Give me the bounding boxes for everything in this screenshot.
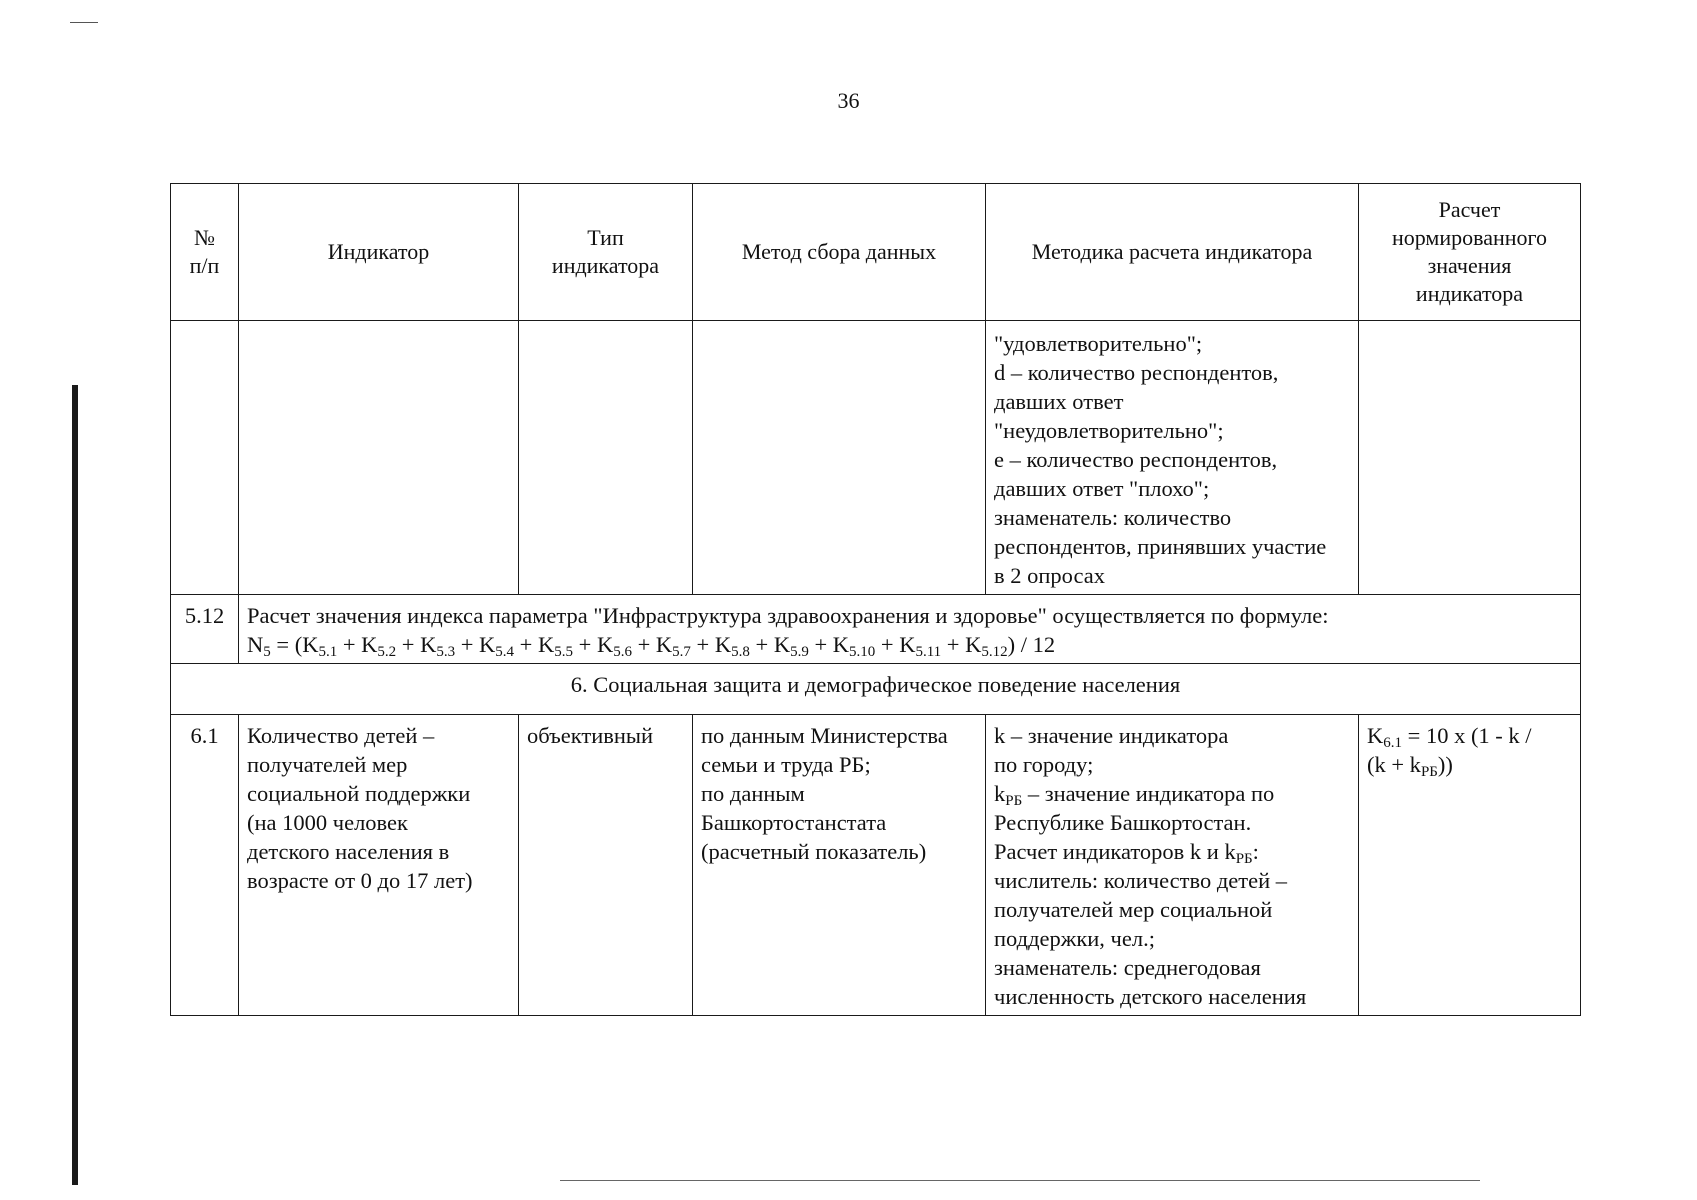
formula-plus: +	[749, 632, 774, 657]
cell-calc-continuation: "удовлетворительно"; d – количество респондентов, давших ответ "неудовлетворительно"; e – количество респондентов, давших ответ "плохо"; знаменатель: количество респондентов, принявших участие в 2 опросах	[986, 321, 1359, 595]
formula-k-term: K	[596, 632, 614, 657]
formula-k-term: K	[302, 632, 319, 657]
formula-k-term: K	[832, 632, 850, 657]
cell-calc-6-1	[986, 715, 1359, 1016]
norm-open: (k + k	[1367, 752, 1421, 777]
calc-line-republic: Республике Башкортостан.	[994, 810, 1252, 835]
formula-description: Расчет значения индекса параметра "Инфраструктура здравоохранения и здоровье" осуществляется по формуле:	[247, 603, 1329, 628]
scan-artifact-left-bar	[72, 385, 78, 1185]
norm-line-1	[1367, 721, 1572, 750]
formula-plus: +	[631, 632, 656, 657]
formula-k-sub: 5.7	[672, 644, 691, 660]
formula-k-term: K	[899, 632, 916, 657]
norm-close: ))	[1437, 752, 1453, 777]
cell-formula-5-12	[239, 595, 1581, 664]
formula-k-sub: 5.3	[436, 644, 456, 660]
row-number-6-1: 6.1	[171, 715, 239, 1016]
norm-line-2	[1367, 750, 1572, 779]
table-row-5-12	[171, 595, 1581, 664]
header-calc-method: Методика расчета индикатора	[986, 184, 1359, 321]
formula-k-term: K	[965, 632, 982, 657]
calc-ind-sub: РБ	[1235, 851, 1253, 867]
scan-artifact-bottom-line	[560, 1180, 1480, 1181]
scan-artifact-top	[70, 22, 98, 23]
formula-plus: +	[396, 632, 421, 657]
formula-plus: +	[337, 632, 362, 657]
formula-k-sub: 5.12	[981, 644, 1008, 660]
row-number-5-12: 5.12	[171, 595, 239, 664]
cell-empty	[171, 321, 239, 595]
section-heading-6: 6. Социальная защита и демографическое поведение населения	[171, 664, 1581, 715]
formula-k-sub: 5.2	[377, 644, 397, 660]
formula-plus: +	[808, 632, 833, 657]
formula-plus: +	[941, 632, 966, 657]
cell-empty	[1359, 321, 1581, 595]
cell-empty	[519, 321, 693, 595]
table-row-6-1	[171, 715, 1581, 1016]
norm-rb-sub: РБ	[1420, 764, 1438, 780]
calc-krb-letter: k	[994, 781, 1006, 806]
formula-plus: +	[690, 632, 715, 657]
cell-method-6-1: по данным Министерства семьи и труда РБ; по данным Башкортостанстата (расчетный показатель)	[693, 715, 986, 1016]
calc-line-krb	[994, 779, 1350, 808]
norm-k-sub: 6.1	[1383, 735, 1402, 751]
calc-rest: числитель: количество детей – получателей мер социальной поддержки, чел.; знаменатель: среднегодовая численность детского населения	[994, 868, 1307, 1009]
calc-line-city: по городу;	[994, 752, 1094, 777]
table-row-continuation	[171, 321, 1581, 595]
indicator-table	[170, 183, 1581, 1016]
formula-k-sub: 5.10	[849, 644, 876, 660]
header-indicator: Индикатор	[239, 184, 519, 321]
table-header-row	[171, 184, 1581, 321]
formula-lhs: N	[247, 632, 264, 657]
formula-plus: +	[875, 632, 900, 657]
formula-lhs-sub: 5	[263, 644, 271, 660]
norm-mid: = 10 x (1 - k /	[1402, 723, 1532, 748]
formula-k-sub: 5.4	[495, 644, 515, 660]
formula-k-term: K	[655, 632, 673, 657]
formula-plus: +	[455, 632, 480, 657]
formula-k-sub: 5.8	[731, 644, 750, 660]
formula-k-term: K	[538, 632, 555, 657]
header-method: Метод сбора данных	[693, 184, 986, 321]
formula-tail: ) / 12	[1007, 632, 1056, 657]
header-num: № п/п	[171, 184, 239, 321]
formula-k-term: K	[773, 632, 791, 657]
calc-line-indicators	[994, 837, 1350, 866]
calc-krb-sub: РБ	[1005, 793, 1023, 809]
formula-k-sub: 5.9	[790, 644, 809, 660]
formula-eq: = (	[270, 632, 303, 657]
calc-ind-colon: :	[1252, 839, 1259, 864]
cell-empty	[239, 321, 519, 595]
calc-krb-text: – значение индикатора по	[1022, 781, 1275, 806]
calc-line-k: k – значение индикатора	[994, 723, 1229, 748]
norm-k-letter: K	[1367, 723, 1384, 748]
formula-terms	[302, 632, 1008, 660]
formula-k-term: K	[361, 632, 378, 657]
formula-plus: +	[514, 632, 538, 657]
cell-type-6-1: объективный	[519, 715, 693, 1016]
page-number: 36	[837, 88, 860, 113]
formula-k-sub: 5.11	[915, 644, 942, 660]
cell-indicator-6-1: Количество детей – получателей мер социальной поддержки (на 1000 человек детского населения в возрасте от 0 до 17 лет)	[239, 715, 519, 1016]
formula-expression	[247, 630, 1572, 659]
formula-k-term: K	[479, 632, 496, 657]
formula-plus: +	[573, 632, 597, 657]
calc-ind-text: Расчет индикаторов k и k	[994, 839, 1236, 864]
cell-empty	[693, 321, 986, 595]
formula-k-sub: 5.1	[318, 644, 338, 660]
cell-normalized-6-1	[1359, 715, 1581, 1016]
table-row-section-6	[171, 664, 1581, 715]
header-normalized: Расчет нормированного значения индикатора	[1359, 184, 1581, 321]
formula-k-sub: 5.6	[613, 644, 632, 660]
header-type: Тип индикатора	[519, 184, 693, 321]
formula-k-sub: 5.5	[554, 644, 573, 660]
formula-k-term: K	[714, 632, 732, 657]
formula-k-term: K	[420, 632, 437, 657]
